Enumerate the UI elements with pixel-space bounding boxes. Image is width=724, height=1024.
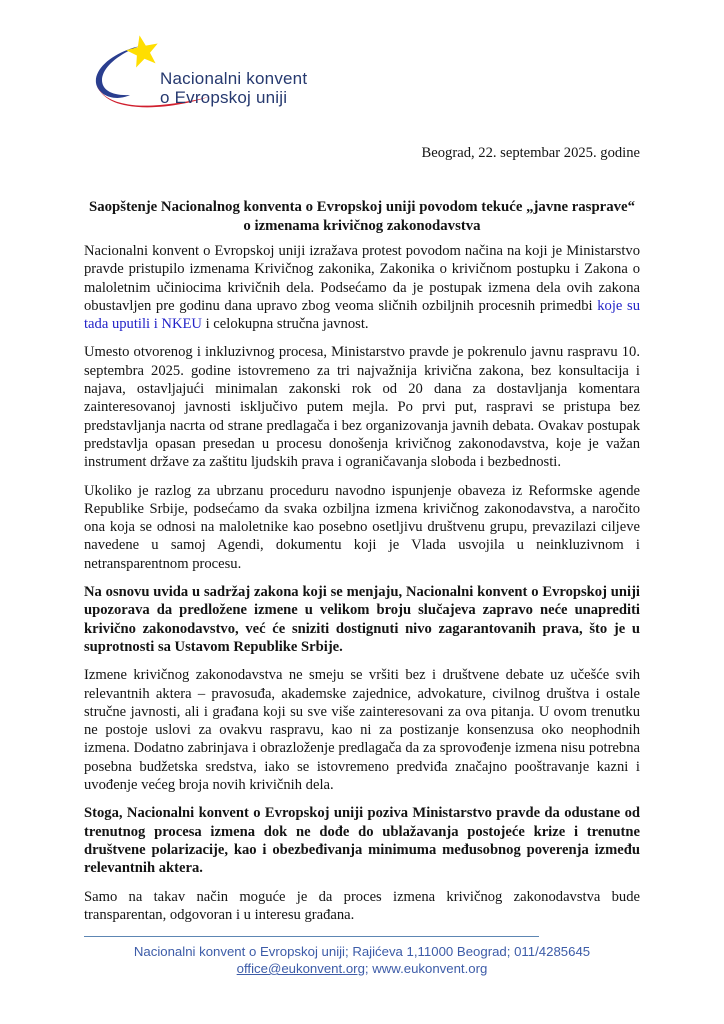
document-title: [84, 198, 640, 236]
logo-text-line1: Nacionalni konvent: [160, 69, 308, 88]
logo-text: [160, 70, 307, 107]
date-line: Beograd, 22. septembar 2025. godine: [421, 145, 640, 161]
website-text: ; www.eukonvent.org: [364, 961, 488, 976]
footer-separator: [84, 936, 539, 937]
document-body: [84, 242, 640, 934]
paragraph-1-text: Nacionalni konvent o Evropskoj uniji izražava protest povodom načina na koji je Ministarstvo pravde pristupilo izmenama Krivičnog zakonika, Zakonika o krivičnom postupku i Zakona o maloletnim učiniocima krivičnih dela. Podsećamo da je postupak izmena dela ovih zakona obustavljen pre godinu dana upravo zbog veoma sličnih ozbiljnih procesnih primedbi: [84, 243, 640, 314]
logo-text-line2: o Evropskoj uniji: [160, 87, 288, 107]
star-icon: [126, 35, 158, 67]
document-title-line2: o izmenama krivičnog zakonodavstva: [243, 218, 481, 234]
nkeu-logo: [90, 30, 390, 112]
paragraph-1: [84, 242, 640, 333]
paragraph-3: Ukoliko je razlog za ubrzanu proceduru navodno ispunjenje obaveza iz Reformske agende Republike Srbije, podsećamo da svaka ozbiljna izmena krivičnog zakonodavstva, a naročito ona koja se odnosi na maloletnike kao posebno osetljivu društvenu grupu, prevazilazi ciljeve navedene u samoj Agendi, dokumentu koji je Vlada usvojila u neinkluzivnom i netransparentnom procesu.: [84, 482, 640, 572]
paragraph-7: Samo na takav način moguće je da proces izmena krivičnog zakonodavstva bude transparentan, odgovoran i u interesu građana.: [84, 888, 640, 923]
paragraph-2: Umesto otvorenog i inkluzivnog procesa, Ministarstvo pravde je pokrenulo javnu raspravu 10. septembra 2025. godine istovremeno za tri najvažnija krivična zakona, bez konsultacija i najava, ostavljajući minimalan zakonski rok od 20 dana za dostavljanja komentara zainteresovanoj javnosti isključivo putem mejla. Po prvi put, raspravi se pristupa bez predstavljanja nacrta od strane predlagača i bez organizovanja javnih debata. Ovakav postupak predstavlja opasan presedan u procesu donošenja krivičnog zakonodavstva, koje je važan instrument države za zaštitu ljudskih prava i ograničavanja sloboda i bezbednosti.: [84, 344, 640, 471]
paragraph-6-bold: Stoga, Nacionalni konvent o Evropskoj uniji poziva Ministarstvo pravde da odustane od trenutnog procesa izmena dok ne dođe do ublažavanja postojeće krize i trenutne društvene polarizacije, kao i obezbeđivanja minimuma međusobnog poverenja između relevantnih aktera.: [84, 805, 640, 877]
email-link[interactable]: office@eukonvent.org: [236, 961, 365, 976]
footer: [84, 936, 640, 977]
paragraph-1-text-after-link: i celokupna stručna javnost.: [201, 316, 369, 333]
blue-swoosh-icon: [96, 46, 140, 98]
paragraph-4-bold: Na osnovu uvida u sadržaj zakona koji se menjaju, Nacionalni konvent o Evropskoj uniji upozorava da predložene izmene u velikom broju slučajeva zapravo neće unaprediti krivično zakonodavstvo, već će sniziti dostignuti nivo zagarantovanih prava, što je u suprotnosti sa Ustavom Republike Srbije.: [84, 584, 640, 655]
footer-address-line: Nacionalni konvent o Evropskoj uniji; Rajićeva 1,11000 Beograd; 011/4285645: [133, 944, 591, 959]
document-title-line1: Saopštenje Nacionalnog konventa o Evropskoj uniji povodom tekuće „javne rasprave“: [88, 199, 636, 215]
footer-contact-line: [84, 960, 640, 977]
paragraph-5: Izmene krivičnog zakonodavstva ne smeju se vršiti bez i društvene debate uz učešće svih relevantnih aktera – pravosuđa, akademske zajednice, advokature, civilnog društva i ostale stručne javnosti, ali i građana koji su sve više zainteresovani za ova pitanja. U ovom trenutku ne postoje uslovi za ovakvu raspravu, kao ni za postizanje konsenzusa oko neophodnih izmena. Dodatno zabrinjava i obrazloženje predlagača da za sprovođenje izmena nisu potrebna posebna budžetska sredstva, iako se istovremeno predviđa značajno pooštravanje kazni i uvođenje većeg broja novih krivičnih dela.: [84, 667, 640, 794]
nkeu-link[interactable]: koje su tada uputili i NKEU: [84, 297, 640, 333]
